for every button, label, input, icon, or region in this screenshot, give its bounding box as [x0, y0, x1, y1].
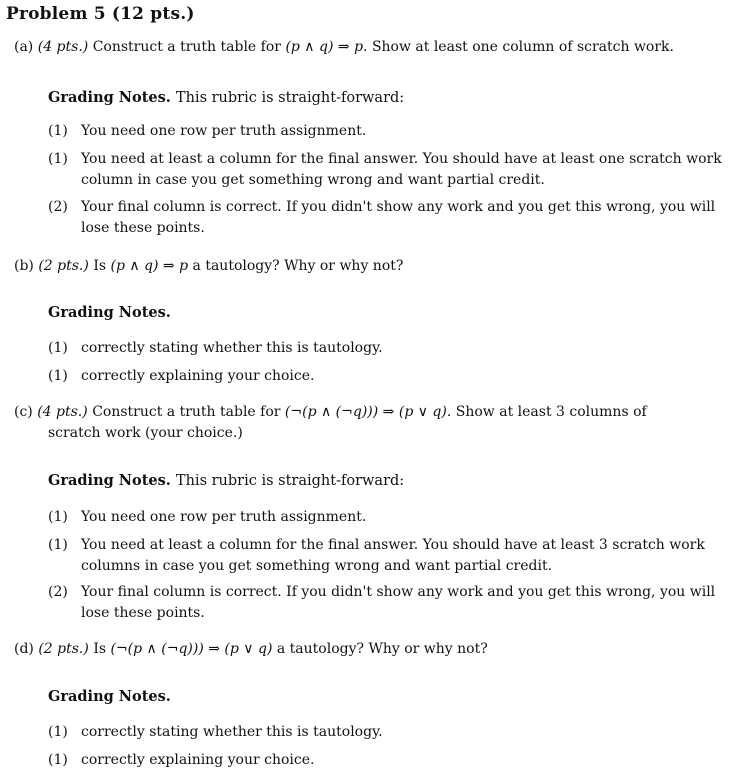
part-points: (2 pts.) — [38, 641, 89, 657]
rubric-text: correctly stating whether this is tautology. — [81, 340, 383, 356]
rubric-points: (1) — [48, 151, 68, 167]
part-text: Is — [93, 641, 107, 657]
part-b-question — [14, 257, 403, 275]
rubric-item — [48, 366, 738, 387]
part-formula: (¬(p ∧ (¬q))) ⇒ (p ∨ q). — [284, 404, 452, 420]
rubric-text: You need at least a column for the final answer. You should have at least 3 scratch work columns in case you get something wrong and want partial credit. — [81, 537, 705, 574]
problem-title: Problem 5 (12 pts.) — [6, 4, 195, 24]
part-text-after: a tautology? Why or why not? — [192, 258, 404, 274]
part-label: (d) — [14, 641, 34, 657]
grading-notes-title: Grading Notes. — [48, 304, 171, 321]
part-label: (b) — [14, 258, 34, 274]
rubric-points: (1) — [48, 537, 68, 553]
part-formula: (p ∧ q) ⇒ p. — [285, 39, 368, 55]
part-text-after: Show at least 3 columns of — [455, 404, 647, 420]
rubric-text: correctly explaining your choice. — [81, 752, 315, 768]
grading-notes-heading — [48, 89, 404, 106]
rubric-text: Your final column is correct. If you didn't show any work and you get this wrong, you will lose these points. — [81, 584, 716, 621]
part-a-question — [14, 38, 674, 56]
part-text-after: Show at least one column of scratch work. — [371, 39, 674, 55]
rubric-item — [48, 507, 738, 528]
grading-notes-heading — [48, 688, 171, 705]
part-formula: (¬(p ∧ (¬q))) ⇒ (p ∨ q) — [110, 641, 273, 657]
part-points: (4 pts.) — [37, 39, 89, 55]
grading-notes-title: Grading Notes. — [48, 472, 171, 489]
rubric-text: Your final column is correct. If you didn't show any work and you get this wrong, you will lose these points. — [81, 199, 716, 236]
rubric-item — [48, 582, 738, 624]
rubric-points: (2) — [48, 199, 68, 215]
part-text: Construct a truth table for — [92, 39, 281, 55]
rubric-points: (1) — [48, 340, 68, 356]
rubric-text: You need at least a column for the final answer. You should have at least one scratch work column in case you get something wrong and want partial credit. — [81, 151, 722, 188]
part-c-question-continued — [48, 424, 243, 442]
part-text: Construct a truth table for — [92, 404, 281, 420]
rubric-item — [48, 121, 738, 142]
rubric-item — [48, 535, 738, 577]
grading-notes-heading — [48, 472, 404, 489]
rubric-points: (1) — [48, 368, 68, 384]
rubric-item — [48, 722, 738, 743]
part-points: (2 pts.) — [38, 258, 89, 274]
rubric-text: You need one row per truth assignment. — [81, 509, 367, 525]
rubric-points: (1) — [48, 509, 68, 525]
part-label: (a) — [14, 39, 34, 55]
grading-notes-heading — [48, 304, 171, 321]
rubric-item — [48, 338, 738, 359]
rubric-item — [48, 197, 738, 239]
rubric-item — [48, 750, 738, 771]
rubric-text: correctly stating whether this is tautology. — [81, 724, 383, 740]
grading-notes-text: This rubric is straight-forward: — [175, 473, 405, 489]
part-formula: (p ∧ q) ⇒ p — [110, 258, 189, 274]
rubric-text: correctly explaining your choice. — [81, 368, 315, 384]
part-text: Is — [93, 258, 107, 274]
part-d-question — [14, 640, 488, 658]
part-label: (c) — [14, 404, 33, 420]
rubric-item — [48, 149, 738, 191]
rubric-points: (2) — [48, 584, 68, 600]
grading-notes-text: This rubric is straight-forward: — [175, 90, 405, 106]
grading-notes-title: Grading Notes. — [48, 688, 171, 705]
grading-notes-title: Grading Notes. — [48, 89, 171, 106]
part-c-question — [14, 403, 647, 421]
rubric-points: (1) — [48, 724, 68, 740]
part-text-after: a tautology? Why or why not? — [276, 641, 488, 657]
part-text-line2: scratch work (your choice.) — [48, 425, 243, 441]
part-points: (4 pts.) — [37, 404, 88, 420]
rubric-points: (1) — [48, 123, 68, 139]
rubric-points: (1) — [48, 752, 68, 768]
rubric-text: You need one row per truth assignment. — [81, 123, 367, 139]
